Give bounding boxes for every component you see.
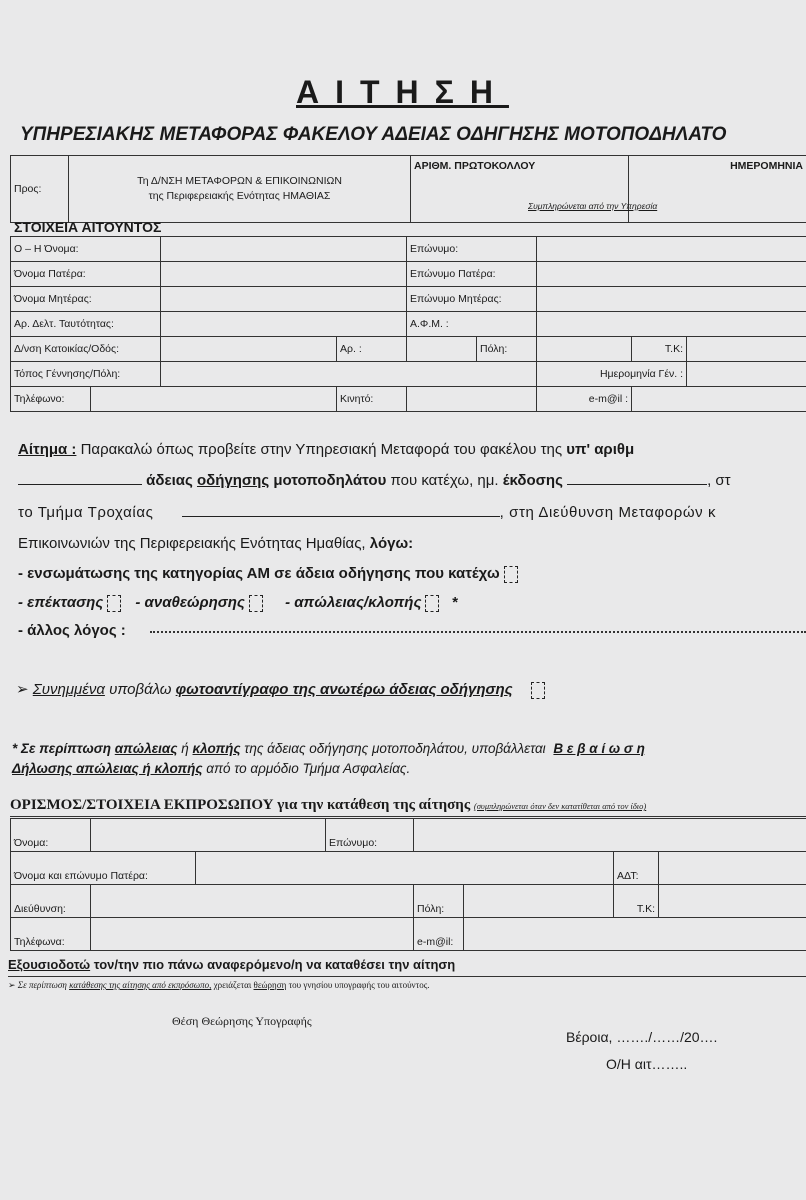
rep-phone-label: Τηλέφωνα:: [11, 918, 91, 951]
reason-loss-text: - απώλειας/κλοπής: [285, 594, 422, 611]
request-line-2: [18, 472, 731, 489]
reason-extension-text: - επέκτασης: [18, 594, 104, 611]
email-input[interactable]: [632, 387, 806, 412]
applicant-signature[interactable]: Ο/Η αιτ……..: [606, 1056, 688, 1072]
attachment-text-b: υποβάλω: [109, 681, 172, 698]
father-name-label: Όνομα Πατέρα:: [11, 262, 161, 287]
authorization-text-a: Εξουσιοδοτώ: [8, 957, 91, 972]
table-row: [11, 885, 806, 918]
applicant-section-title: ΣΤΟΙΧΕΙΑ ΑΙΤΟΥΝΤΟΣ: [14, 219, 162, 235]
mother-name-label: Όνομα Μητέρας:: [11, 287, 161, 312]
authorization-line: [8, 957, 455, 972]
footnote-text-f: Β ε β α ί ω σ η: [553, 741, 645, 756]
reason-incorporation-text: - ενσωμάτωσης της κατηγορίας ΑΜ σε άδεια οδήγησης που κατέχω: [18, 565, 500, 582]
form-title: ΑΙΤΗΣΗ: [296, 74, 509, 110]
mobile-label: Κινητό:: [337, 387, 407, 412]
table-row: [11, 819, 806, 852]
divider: [8, 976, 806, 977]
reason-other: - άλλος λόγος :: [18, 622, 126, 639]
table-row: [11, 337, 806, 362]
place-date[interactable]: Βέροια, ……./……/20….: [566, 1029, 718, 1045]
service-note: Συμπληρώνεται από την Υπηρεσία: [528, 201, 658, 211]
representative-title: [10, 797, 646, 814]
request-text-1: Παρακαλώ όπως προβείτε στην Υπηρεσιακή Μεταφορά του φακέλου της: [80, 441, 563, 458]
issue-date-blank[interactable]: [567, 472, 707, 485]
surname-label: Επώνυμο:: [407, 237, 537, 262]
rep-surname-label: Επώνυμο:: [326, 819, 414, 852]
asterisk-mark: *: [451, 594, 458, 611]
request-text-2b: οδήγησης: [196, 472, 270, 489]
form-subtitle: ΥΠΗΡΕΣΙΑΚΗΣ ΜΕΤΑΦΟΡΑΣ ΦΑΚΕΛΟΥ ΑΔΕΙΑΣ ΟΔΗΓΗΣΗΣ ΜΟΤΟΠΟΔΗΛΑΤΟ: [20, 124, 727, 145]
reason-review-text: - αναθεώρησης: [135, 594, 245, 611]
father-surname-label: Επώνυμο Πατέρα:: [407, 262, 537, 287]
first-name-input[interactable]: [161, 237, 407, 262]
birth-date-label: Ημερομηνία Γέν. :: [537, 362, 687, 387]
rep-name-input[interactable]: [91, 819, 326, 852]
table-row: [11, 918, 806, 951]
request-line-3: [18, 504, 716, 521]
header-table: [10, 155, 806, 223]
postal-code-label: Τ.Κ:: [632, 337, 687, 362]
traffic-department-blank[interactable]: [182, 504, 500, 517]
protocol-number-field[interactable]: ΑΡΙΘΜ. ΠΡΩΤΟΚΟΛΛΟΥ: [411, 156, 629, 223]
attachment-checkbox[interactable]: [531, 682, 545, 699]
note-text-a: Σε περίπτωση: [17, 980, 67, 990]
footnote-text-b: απώλειας: [114, 741, 178, 756]
surname-input[interactable]: [537, 237, 806, 262]
arrow-bullet-icon: ➢: [16, 681, 29, 698]
attachment-text-c: φωτοαντίγραφο της ανωτέρω άδειας οδήγησης: [175, 681, 513, 698]
divider: [10, 816, 806, 817]
table-row: [11, 262, 806, 287]
attachment-text-a: Συνημμένα: [32, 681, 105, 698]
footnote-text-h: από το αρμόδιο Τμήμα Ασφαλείας.: [206, 761, 411, 776]
directorate-cell: [69, 156, 411, 223]
id-card-input[interactable]: [161, 312, 407, 337]
first-name-label: Ο – Η Όνομα:: [11, 237, 161, 262]
directorate-line-1: Τη Δ/ΝΣΗ ΜΕΤΑΦΟΡΩΝ & ΕΠΙΚΟΙΝΩΝΙΩΝ: [137, 175, 342, 187]
reason-row: [18, 594, 457, 612]
date-field[interactable]: ΗΜΕΡΟΜΗΝΙΑ: [629, 156, 806, 223]
tax-id-input[interactable]: [537, 312, 806, 337]
request-text-2c: μοτοποδηλάτου: [273, 472, 387, 489]
mother-surname-input[interactable]: [537, 287, 806, 312]
reason-review-checkbox[interactable]: [249, 595, 263, 612]
note-text-b: κατάθεσης της αίτησης από εκπρόσωπο,: [69, 980, 212, 990]
to-label: Προς:: [11, 156, 69, 223]
directorate-line-2: της Περιφερειακής Ενότητας ΗΜΑΘΙΑΣ: [148, 190, 331, 202]
number-input[interactable]: [407, 337, 477, 362]
address-label: Δ/νση Κατοικίας/Οδός:: [11, 337, 161, 362]
reason-extension-checkbox[interactable]: [107, 595, 121, 612]
city-label: Πόλη:: [477, 337, 537, 362]
request-text-2d: που κατέχω, ημ.: [390, 472, 499, 489]
table-row: [11, 287, 806, 312]
birthplace-input[interactable]: [161, 362, 537, 387]
phone-input[interactable]: [91, 387, 337, 412]
email-label: e-m@il :: [537, 387, 632, 412]
rep-city-label: Πόλη:: [414, 885, 464, 918]
note-text-c: χρειάζεται: [213, 980, 252, 990]
request-text-4a: Επικοινωνιών της Περιφερειακής Ενότητας Ημαθίας,: [18, 535, 366, 552]
reason-incorporation-checkbox[interactable]: [504, 566, 518, 583]
postal-code-input[interactable]: [687, 337, 806, 362]
request-text-3b: , στη Διεύθυνση Μεταφορών κ: [499, 504, 717, 521]
rep-postal-input[interactable]: [659, 885, 806, 918]
rep-surname-input[interactable]: [414, 819, 806, 852]
reason-incorporation: [18, 565, 518, 583]
rep-father-label: Όνομα και επώνυμο Πατέρα:: [11, 852, 196, 885]
request-text-2e: έκδοσης: [502, 472, 563, 489]
birth-date-input[interactable]: [687, 362, 806, 387]
applicant-table: [10, 236, 806, 412]
rep-father-input[interactable]: [196, 852, 614, 885]
arrow-bullet-icon: ➢: [8, 980, 16, 990]
rep-address-input[interactable]: [91, 885, 414, 918]
mobile-input[interactable]: [407, 387, 537, 412]
representative-table: [10, 818, 806, 951]
request-text-2a: άδειας: [146, 472, 193, 489]
request-line-4: [18, 535, 413, 552]
representative-title-note: (συμπληρώνεται όταν δεν κατατίθεται από τον ίδιο): [473, 801, 647, 811]
mother-name-input[interactable]: [161, 287, 407, 312]
tax-id-label: Α.Φ.Μ. :: [407, 312, 537, 337]
footnote-text-a: * Σε περίπτωση: [12, 741, 111, 756]
city-input[interactable]: [537, 337, 632, 362]
rep-city-input[interactable]: [464, 885, 614, 918]
request-text-4b: λόγω:: [369, 535, 414, 552]
mother-surname-label: Επώνυμο Μητέρας:: [407, 287, 537, 312]
number-label: Αρ. :: [337, 337, 407, 362]
signature-verification-label: Θέση Θεώρησης Υπογραφής: [172, 1014, 312, 1028]
footnote-text-g: Δήλωσης απώλειας ή κλοπής: [12, 761, 203, 776]
table-row: [11, 312, 806, 337]
request-text-3a: το Τμήμα Τροχαίας: [18, 504, 154, 521]
rep-id-label: ΑΔΤ:: [614, 852, 659, 885]
rep-name-label: Όνομα:: [11, 819, 91, 852]
address-input[interactable]: [161, 337, 337, 362]
birthplace-label: Τόπος Γέννησης/Πόλη:: [11, 362, 161, 387]
phone-label: Τηλέφωνο:: [11, 387, 91, 412]
license-number-blank[interactable]: [18, 472, 142, 485]
rep-id-input[interactable]: [659, 852, 806, 885]
rep-email-label: e-m@il:: [414, 918, 464, 951]
note-text-e: του γνησίου υπογραφής του αιτούντος.: [288, 980, 430, 990]
rep-phone-input[interactable]: [91, 918, 414, 951]
footnote-text-c: ή: [181, 741, 189, 756]
request-line-1: [18, 441, 634, 458]
table-row: [11, 237, 806, 262]
attachment-line: [16, 680, 545, 699]
authorization-text-b: τον/την πιο πάνω αναφερόμενο/η να καταθέσει την αίτηση: [93, 957, 456, 972]
request-text-2-end: , στ: [707, 472, 731, 489]
table-row: [11, 387, 806, 412]
father-name-input[interactable]: [161, 262, 407, 287]
table-row: [11, 852, 806, 885]
representative-note: [8, 980, 430, 991]
father-surname-input[interactable]: [537, 262, 806, 287]
footnote-text-e: της άδειας οδήγησης μοτοποδηλάτου, υποβάλλεται: [244, 741, 546, 756]
rep-email-input[interactable]: [464, 918, 806, 951]
footnote-line-2: [12, 761, 410, 776]
reason-loss-checkbox[interactable]: [425, 595, 439, 612]
footnote-line-1: [12, 741, 645, 756]
footnote-text-d: κλοπής: [192, 741, 241, 756]
representative-title-b: για την κατάθεση της αίτησης: [277, 797, 471, 813]
id-card-label: Αρ. Δελτ. Ταυτότητας:: [11, 312, 161, 337]
request-text-1-bold: υπ' αριθμ: [566, 441, 635, 458]
representative-title-a: ΟΡΙΣΜΟΣ/ΣΤΟΙΧΕΙΑ ΕΚΠΡΟΣΩΠΟΥ: [10, 797, 274, 813]
rep-address-label: Διεύθυνση:: [11, 885, 91, 918]
note-text-d: θεώρηση: [253, 980, 287, 990]
rep-postal-label: Τ.Κ:: [614, 885, 659, 918]
other-reason-input[interactable]: [150, 631, 806, 633]
request-label: Αίτημα :: [18, 441, 77, 458]
table-row: [11, 362, 806, 387]
